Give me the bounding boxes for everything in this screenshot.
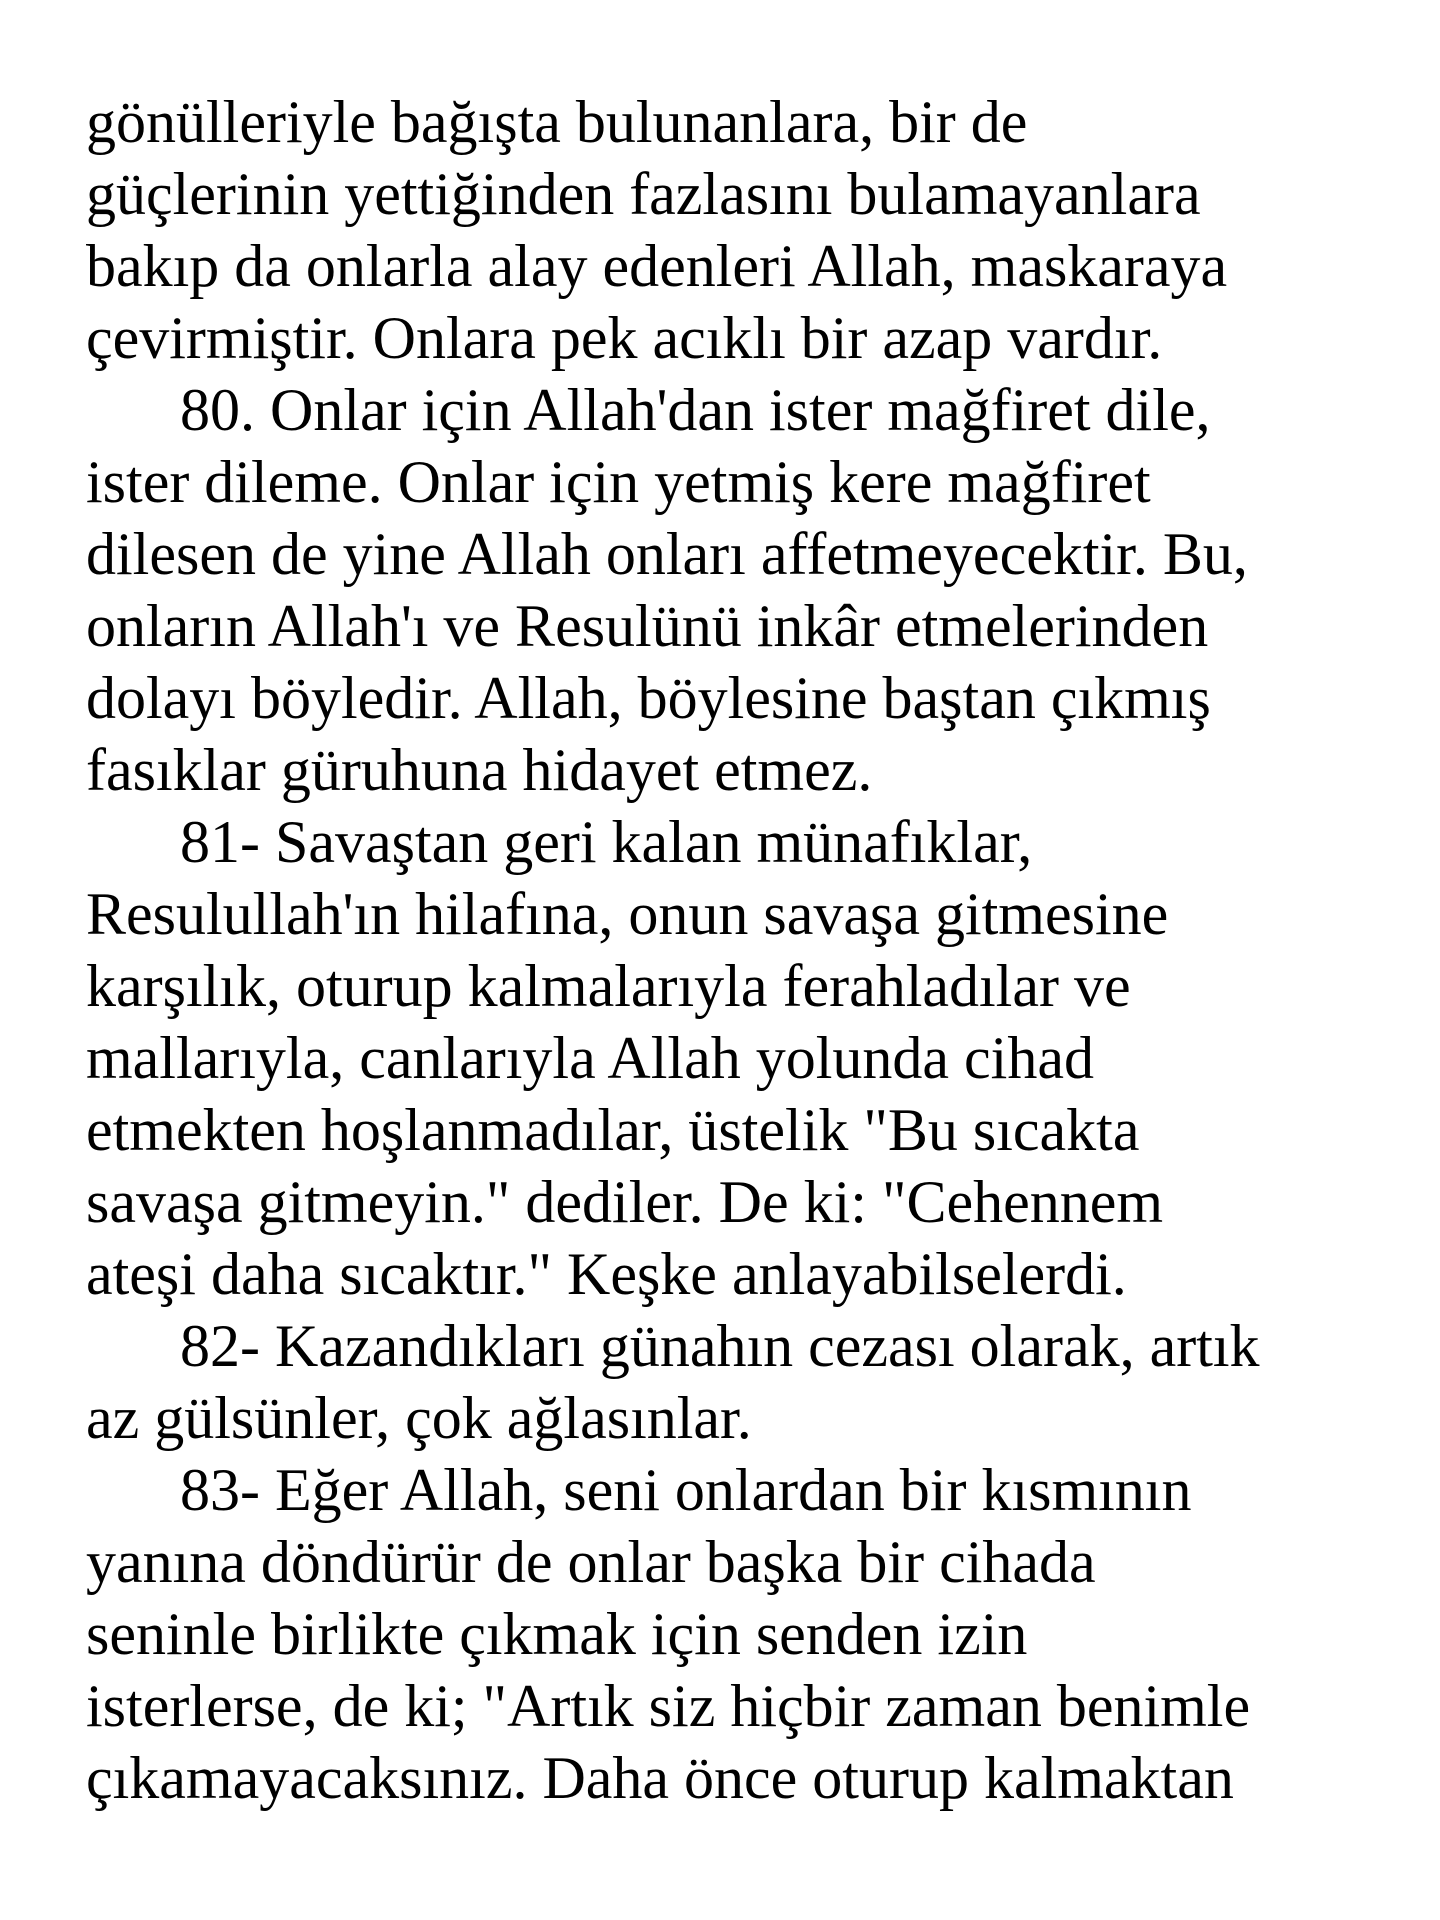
- text-line: çevirmiştir. Onlara pek acıklı bir azap vardır.: [86, 305, 1163, 371]
- text-line: Resulullah'ın hilafına, onun savaşa gitmesine: [86, 881, 1169, 947]
- text-line: savaşa gitmeyin." dediler. De ki: "Cehennem: [86, 1169, 1164, 1235]
- text-line: gönülleriyle bağışta bulunanlara, bir de: [86, 89, 1028, 155]
- text-line: etmekten hoşlanmadılar, üstelik "Bu sıcakta: [86, 1097, 1140, 1163]
- text-line: fasıklar güruhuna hidayet etmez.: [86, 737, 873, 803]
- text-line: dilesen de yine Allah onları affetmeyecektir. Bu,: [86, 521, 1248, 587]
- verse-83-start: 83- Eğer Allah, seni onlardan bir kısmının: [180, 1457, 1192, 1523]
- text-line: güçlerinin yettiğinden fazlasını bulamayanlara: [86, 161, 1201, 227]
- text-line: az gülsünler, çok ağlasınlar.: [86, 1385, 752, 1451]
- text-line: çıkamayacaksınız. Daha önce oturup kalmaktan: [86, 1745, 1234, 1811]
- text-line: ateşi daha sıcaktır." Keşke anlayabilselerdi.: [86, 1241, 1127, 1307]
- document-page: [86, 86, 1386, 1814]
- text-line: mallarıyla, canlarıyla Allah yolunda cihad: [86, 1025, 1094, 1091]
- text-line: karşılık, oturup kalmalarıyla ferahladılar ve: [86, 953, 1131, 1019]
- verse-81-start: 81- Savaştan geri kalan münafıklar,: [180, 809, 1033, 875]
- text-line: seninle birlikte çıkmak için senden izin: [86, 1601, 1028, 1667]
- verse-82-start: 82- Kazandıkları günahın cezası olarak, artık: [180, 1313, 1260, 1379]
- text-line: onların Allah'ı ve Resulünü inkâr etmelerinden: [86, 593, 1209, 659]
- text-line: isterlerse, de ki; "Artık siz hiçbir zaman benimle: [86, 1673, 1251, 1739]
- verse-80-start: 80. Onlar için Allah'dan ister mağfiret dile,: [180, 377, 1211, 443]
- text-line: bakıp da onlarla alay edenleri Allah, maskaraya: [86, 233, 1228, 299]
- text-line: dolayı böyledir. Allah, böylesine baştan çıkmış: [86, 665, 1211, 731]
- text-line: yanına döndürür de onlar başka bir cihada: [86, 1529, 1096, 1595]
- text-line: ister dileme. Onlar için yetmiş kere mağfiret: [86, 449, 1151, 515]
